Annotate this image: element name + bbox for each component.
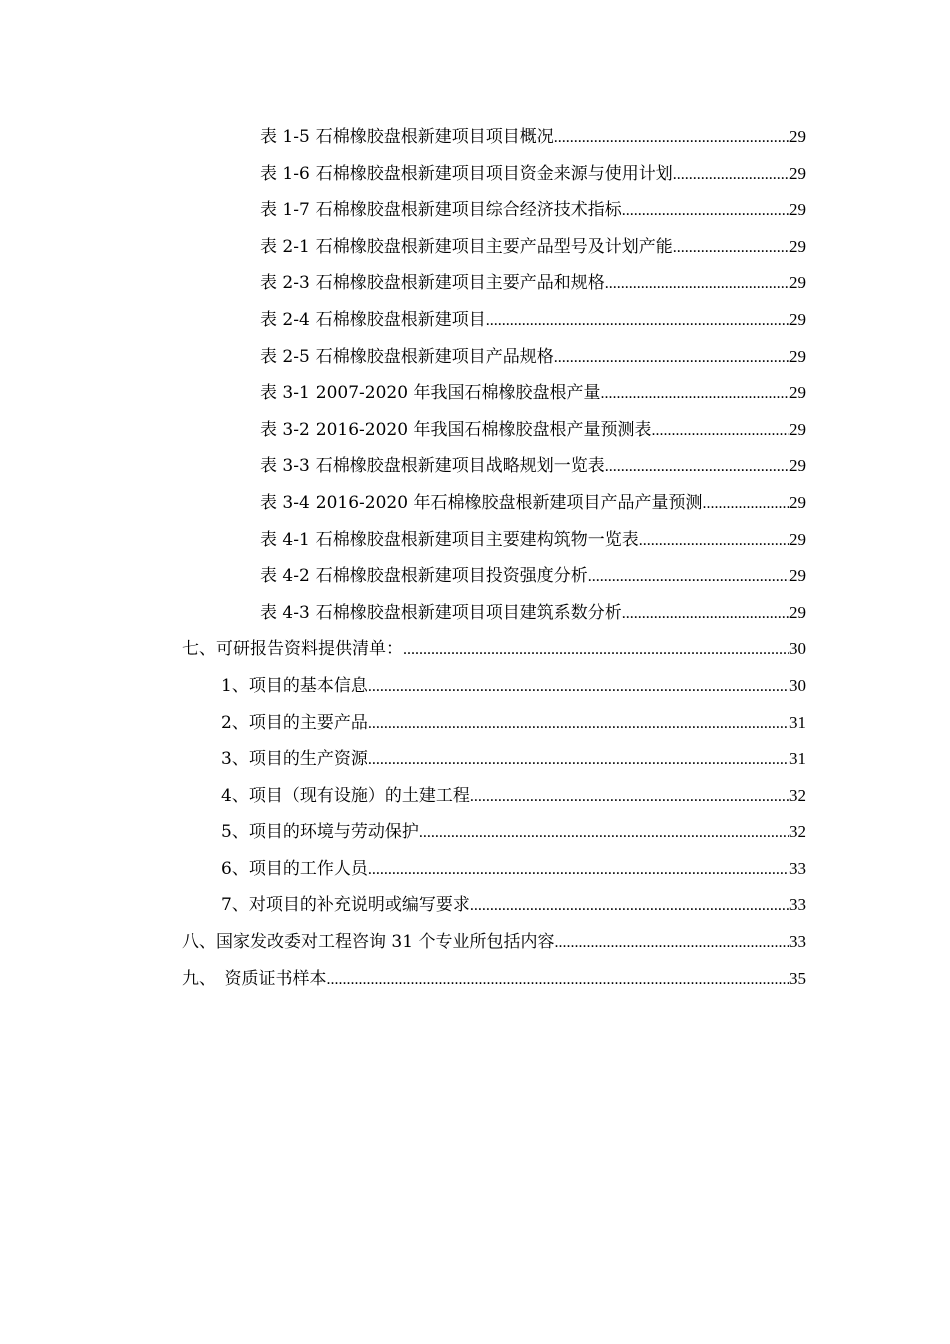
toc-entry-label xyxy=(221,705,368,742)
toc-dot-leader xyxy=(403,632,789,669)
toc-entry-number: 表 2-3 xyxy=(260,273,310,294)
toc-entry-title: 石棉橡胶盘根新建项目项目资金来源与使用计划 xyxy=(315,163,673,184)
toc-dot-leader xyxy=(554,340,789,377)
toc-entry[interactable] xyxy=(260,595,806,632)
toc-page-number: 29 xyxy=(789,163,806,183)
toc-page-number: 29 xyxy=(789,236,806,256)
toc-dot-leader xyxy=(368,669,789,706)
toc-entry-title: 3、项目的生产资源 xyxy=(221,749,368,770)
toc-entry-label xyxy=(221,778,470,815)
toc-dot-leader xyxy=(673,230,789,267)
toc-dot-leader xyxy=(673,157,789,194)
toc-entry[interactable] xyxy=(260,302,806,339)
toc-entry[interactable] xyxy=(260,229,806,266)
toc-entry-label xyxy=(260,558,588,595)
toc-entry-title: 石棉橡胶盘根新建项目主要建构筑物一览表 xyxy=(315,529,639,550)
toc-page-number: 29 xyxy=(789,383,806,403)
toc-dot-leader xyxy=(651,413,789,450)
toc-entry-label xyxy=(260,595,622,632)
toc-entry-number: 表 1-6 xyxy=(260,163,310,184)
toc-entry-title: 2016-2020 年石棉橡胶盘根新建项目产品产量预测 xyxy=(315,492,703,513)
toc-entry-number: 表 4-2 xyxy=(260,566,310,587)
toc-entry[interactable] xyxy=(260,192,806,229)
toc-page-number: 29 xyxy=(789,127,806,146)
toc-entry[interactable] xyxy=(221,668,806,705)
toc-entry-label xyxy=(221,741,368,778)
toc-entry-label xyxy=(260,265,605,302)
toc-dot-leader xyxy=(368,742,789,779)
toc-entry-title: 石棉橡胶盘根新建项目项目概况 xyxy=(315,127,554,147)
toc-page-number: 32 xyxy=(789,822,806,842)
toc-entry-title: 7、对项目的补充说明或编写要求 xyxy=(221,895,470,916)
toc-dot-leader xyxy=(702,486,789,523)
toc-dot-leader xyxy=(600,376,789,413)
toc-entry-label xyxy=(221,668,368,705)
toc-entry[interactable] xyxy=(182,961,806,998)
toc-entry[interactable] xyxy=(260,448,806,485)
toc-entry-number: 表 2-1 xyxy=(260,236,310,257)
toc-entry-title: 石棉橡胶盘根新建项目战略规划一览表 xyxy=(315,456,605,477)
toc-entry[interactable] xyxy=(260,156,806,193)
toc-page-number: 33 xyxy=(789,932,806,952)
toc-entry-label xyxy=(260,192,622,229)
toc-page-number: 29 xyxy=(789,200,806,220)
toc-entry[interactable] xyxy=(260,522,806,559)
toc-dot-leader xyxy=(419,815,789,852)
toc-dot-leader xyxy=(588,559,789,596)
toc-entry-label xyxy=(260,119,554,156)
toc-page-number: 29 xyxy=(789,273,806,293)
toc-entry-title: 石棉橡胶盘根新建项目投资强度分析 xyxy=(315,566,588,587)
toc-page-number: 29 xyxy=(789,419,806,439)
toc-page-number: 29 xyxy=(789,529,806,549)
toc-entry-label xyxy=(260,485,702,522)
toc-entry[interactable] xyxy=(221,887,806,924)
toc-entry[interactable] xyxy=(260,119,806,156)
toc-entry-number: 表 2-4 xyxy=(260,309,310,330)
toc-entry-label xyxy=(182,631,403,668)
toc-dot-leader xyxy=(622,193,789,230)
toc-entry-label xyxy=(260,156,673,193)
toc-dot-leader xyxy=(605,449,789,486)
toc-dot-leader xyxy=(486,303,789,340)
toc-entry[interactable] xyxy=(221,705,806,742)
toc-entry-title: 2007-2020 年我国石棉橡胶盘根产量 xyxy=(315,383,601,404)
toc-entry-title: 6、项目的工作人员 xyxy=(221,858,368,879)
toc-entry[interactable] xyxy=(260,375,806,412)
toc-entry[interactable] xyxy=(260,339,806,376)
toc-entry-title: 七、可研报告资料提供清单： xyxy=(182,639,403,660)
toc-entry-title: 石棉橡胶盘根新建项目主要产品和规格 xyxy=(315,273,605,294)
toc-page-number: 30 xyxy=(789,675,806,695)
toc-dot-leader xyxy=(327,962,790,999)
toc-entry-number: 表 4-3 xyxy=(260,602,310,623)
toc-entry-title: 2、项目的主要产品 xyxy=(221,712,368,733)
table-of-contents xyxy=(0,119,950,997)
toc-page-number: 29 xyxy=(789,602,806,622)
toc-entry-title: 石棉橡胶盘根新建项目主要产品型号及计划产能 xyxy=(315,236,673,257)
toc-dot-leader xyxy=(470,779,789,816)
toc-entry-title: 八、国家发改委对工程咨询 31 个专业所包括内容 xyxy=(182,932,555,953)
toc-dot-leader xyxy=(622,596,789,633)
toc-entry[interactable] xyxy=(260,265,806,302)
toc-dot-leader xyxy=(554,120,789,157)
toc-entry-number: 表 4-1 xyxy=(260,529,310,550)
toc-page-number: 33 xyxy=(789,895,806,915)
toc-entry[interactable] xyxy=(182,631,806,668)
toc-page-number: 29 xyxy=(789,492,806,512)
toc-dot-leader xyxy=(368,706,789,743)
toc-entry-label xyxy=(221,851,368,888)
toc-entry-title: 5、项目的环境与劳动保护 xyxy=(221,822,419,843)
toc-entry-label xyxy=(260,375,600,412)
toc-entry-label xyxy=(260,412,651,449)
toc-entry[interactable] xyxy=(221,814,806,851)
toc-entry-title: 2016-2020 年我国石棉橡胶盘根产量预测表 xyxy=(315,419,652,440)
toc-page-number: 31 xyxy=(789,712,806,732)
toc-dot-leader xyxy=(470,888,789,925)
toc-entry-label xyxy=(182,924,554,961)
toc-entry-number: 表 3-4 xyxy=(260,492,310,513)
toc-entry-number: 表 3-1 xyxy=(260,383,310,404)
toc-entry-title: 石棉橡胶盘根新建项目产品规格 xyxy=(315,346,554,367)
toc-entry[interactable] xyxy=(260,558,806,595)
toc-dot-leader xyxy=(639,523,789,560)
toc-entry-label xyxy=(260,229,673,266)
toc-entry-label xyxy=(221,814,419,851)
toc-entry[interactable] xyxy=(182,924,806,961)
toc-entry-title: 石棉橡胶盘根新建项目项目建筑系数分析 xyxy=(315,602,622,623)
toc-entry-title: 石棉橡胶盘根新建项目 xyxy=(315,309,486,330)
toc-entry-label xyxy=(260,302,486,339)
toc-page-number: 33 xyxy=(789,858,806,878)
toc-entry-number: 表 2-5 xyxy=(260,346,310,367)
toc-page-number: 29 xyxy=(789,309,806,329)
toc-entry-number: 表 3-2 xyxy=(260,419,310,440)
toc-entry-number: 表 1-7 xyxy=(260,200,310,221)
toc-entry-label xyxy=(221,887,470,924)
toc-entry-title: 1、项目的基本信息 xyxy=(221,675,368,696)
toc-entry-label xyxy=(260,522,639,559)
toc-entry-label xyxy=(260,339,554,376)
toc-entry[interactable] xyxy=(221,741,806,778)
toc-page-number: 31 xyxy=(789,749,806,769)
toc-entry-title: 石棉橡胶盘根新建项目综合经济技术指标 xyxy=(315,200,622,221)
toc-page-number: 32 xyxy=(789,785,806,805)
toc-entry[interactable] xyxy=(260,485,806,522)
toc-entry-label xyxy=(182,961,327,998)
toc-entry-number: 表 1-5 xyxy=(260,127,310,147)
toc-entry-label xyxy=(260,448,605,485)
toc-page-number: 29 xyxy=(789,456,806,476)
toc-entry[interactable] xyxy=(221,851,806,888)
toc-entry-number: 表 3-3 xyxy=(260,456,310,477)
toc-entry-title: 九、 资质证书样本 xyxy=(182,968,327,989)
toc-entry[interactable] xyxy=(260,412,806,449)
toc-page-number: 30 xyxy=(789,639,806,659)
toc-page-number: 29 xyxy=(789,566,806,586)
toc-entry[interactable] xyxy=(221,778,806,815)
toc-entry-title: 4、项目（现有设施）的土建工程 xyxy=(221,785,470,806)
toc-dot-leader xyxy=(605,266,789,303)
toc-dot-leader xyxy=(368,852,789,889)
toc-page-number: 35 xyxy=(789,968,806,988)
toc-dot-leader xyxy=(554,925,789,962)
toc-page-number: 29 xyxy=(789,346,806,366)
